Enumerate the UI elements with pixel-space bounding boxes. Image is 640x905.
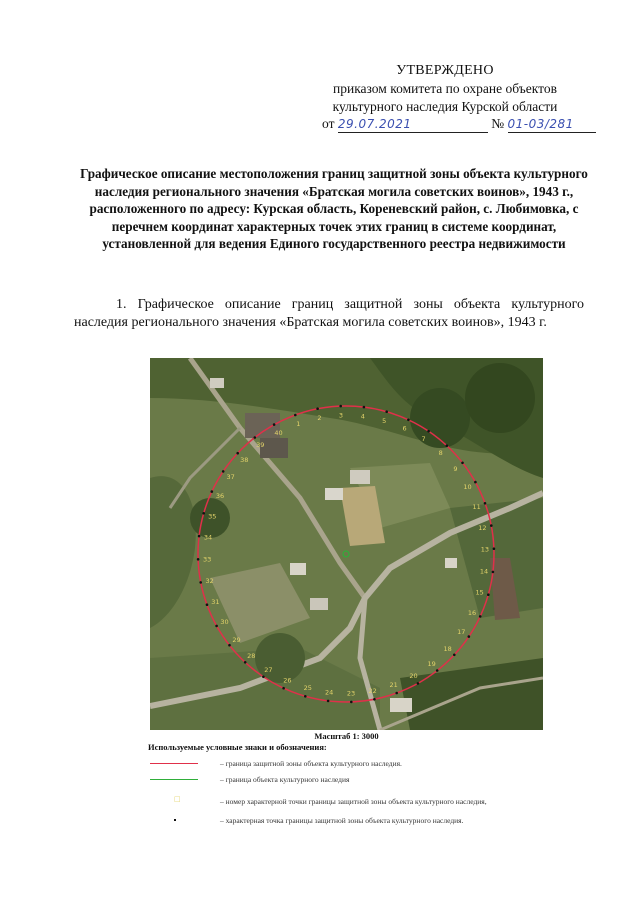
legend-item-zone-boundary bbox=[150, 757, 402, 769]
map-image bbox=[150, 358, 543, 730]
boundary-point-number: 31 bbox=[211, 598, 220, 607]
boundary-point-number: 3 bbox=[338, 411, 344, 420]
boundary-point bbox=[199, 581, 202, 584]
boundary-point-number: 5 bbox=[382, 416, 387, 425]
boundary-point bbox=[468, 635, 471, 638]
boundary-point bbox=[484, 502, 487, 505]
approval-heading: УТВЕРЖДЕНО bbox=[396, 63, 494, 78]
boundary-point-number: 17 bbox=[457, 628, 466, 637]
boundary-point bbox=[385, 410, 388, 413]
boundary-point-number: 15 bbox=[475, 588, 484, 597]
boundary-point bbox=[206, 603, 209, 606]
boundary-point-number: 25 bbox=[303, 684, 312, 693]
boundary-point-number: 36 bbox=[215, 491, 225, 500]
boundary-point-number: 30 bbox=[220, 618, 229, 626]
boundary-point bbox=[262, 676, 265, 679]
boundary-point-number: 4 bbox=[360, 412, 365, 421]
approval-line-2: культурного наследия Курской области bbox=[332, 99, 558, 114]
boundary-point-number: 39 bbox=[256, 441, 265, 449]
boundary-point bbox=[282, 687, 285, 690]
boundary-point bbox=[316, 407, 319, 410]
boundary-point-number: 6 bbox=[402, 424, 407, 433]
boundary-point-number: 1 bbox=[296, 419, 301, 428]
red-line-icon bbox=[150, 757, 198, 769]
boundary-point bbox=[211, 490, 214, 493]
boundary-point bbox=[490, 524, 493, 527]
boundary-point bbox=[304, 695, 307, 698]
boundary-point bbox=[436, 669, 439, 672]
boundary-point-number: 29 bbox=[232, 636, 241, 645]
order-date-field bbox=[338, 116, 488, 133]
boundary-point-number: 26 bbox=[283, 676, 292, 685]
boundary-point bbox=[373, 698, 376, 701]
boundary-point bbox=[273, 423, 276, 426]
boundary-point-number: 19 bbox=[427, 660, 436, 668]
boundary-point-number: 24 bbox=[325, 688, 334, 697]
approval-stamp bbox=[300, 62, 590, 116]
order-reference bbox=[322, 116, 596, 133]
boundary-point-number: 33 bbox=[202, 555, 212, 564]
legend-title: Используемые условные знаки и обозначения: bbox=[148, 742, 327, 752]
boundary-point-number: 7 bbox=[421, 435, 426, 444]
boundary-point bbox=[461, 462, 464, 465]
boundary-point-number: 16 bbox=[467, 609, 477, 618]
boundary-point bbox=[244, 661, 247, 664]
boundary-point-number: 38 bbox=[240, 455, 249, 464]
boundary-point bbox=[474, 481, 477, 484]
boundary-point bbox=[407, 419, 410, 422]
point-number-icon: □ bbox=[174, 795, 181, 803]
boundary-point bbox=[395, 692, 398, 695]
order-number-label: № bbox=[491, 116, 505, 131]
aerial-map bbox=[150, 358, 543, 730]
boundary-point-number: 28 bbox=[247, 652, 256, 661]
boundary-point bbox=[453, 654, 456, 657]
boundary-point-number: 18 bbox=[443, 645, 452, 654]
boundary-point-number: 9 bbox=[453, 464, 458, 473]
order-from-label: от bbox=[322, 116, 335, 131]
boundary-point-number: 40 bbox=[274, 429, 283, 437]
legend-text-zone-boundary: – граница защитной зоны объекта культурного наследия. bbox=[220, 758, 402, 768]
boundary-point bbox=[294, 414, 297, 417]
boundary-point bbox=[197, 558, 200, 561]
legend-item-point bbox=[150, 814, 464, 826]
boundary-point-number: 12 bbox=[478, 523, 487, 532]
order-number-field bbox=[508, 116, 596, 133]
green-line-icon bbox=[150, 773, 198, 785]
section-paragraph: 1. Графическое описание границ защитной зоны объекта культурного наследия регионального значения «Братская могила советских воинов», 1943 г. bbox=[74, 297, 584, 330]
boundary-point bbox=[363, 406, 366, 409]
boundary-point-number: 13 bbox=[480, 545, 490, 554]
boundary-point bbox=[215, 625, 218, 628]
boundary-point bbox=[339, 405, 342, 408]
boundary-point-number: 32 bbox=[205, 577, 214, 586]
legend-text-point: – характерная точка границы защитной зоны объекта культурного наследия. bbox=[220, 815, 464, 825]
order-date: 29.07.2021 bbox=[337, 117, 412, 131]
boundary-point bbox=[350, 701, 353, 704]
boundary-point-number: 10 bbox=[463, 483, 472, 491]
boundary-point-number: 20 bbox=[409, 672, 418, 680]
boundary-point-number: 2 bbox=[317, 414, 322, 423]
boundary-point-number: 27 bbox=[264, 665, 273, 674]
boundary-point-number: 14 bbox=[479, 567, 489, 576]
boundary-point bbox=[254, 436, 257, 439]
boundary-point bbox=[479, 615, 482, 618]
boundary-point bbox=[493, 547, 496, 550]
boundary-point bbox=[487, 593, 490, 596]
boundary-point-number: 23 bbox=[346, 689, 356, 698]
boundary-point bbox=[492, 571, 495, 574]
approval-line-1: приказом комитета по охране объектов bbox=[333, 81, 557, 96]
map-scale: Масштаб 1: 3000 bbox=[314, 731, 379, 741]
boundary-point-number: 8 bbox=[438, 448, 443, 457]
boundary-point bbox=[327, 700, 330, 703]
legend-item-object-boundary bbox=[150, 773, 349, 785]
boundary-point bbox=[446, 444, 449, 447]
boundary-point bbox=[202, 512, 205, 515]
order-number: 01-03/281 bbox=[507, 117, 574, 131]
boundary-point bbox=[198, 535, 201, 538]
boundary-point-number: 37 bbox=[226, 472, 235, 481]
boundary-point bbox=[417, 682, 420, 685]
boundary-point-number: 11 bbox=[472, 502, 481, 511]
boundary-point bbox=[222, 470, 225, 473]
boundary-point bbox=[427, 430, 430, 433]
boundary-point bbox=[228, 644, 231, 647]
boundary-point-number: 21 bbox=[389, 681, 398, 690]
boundary-point-number: 22 bbox=[368, 686, 377, 695]
boundary-point-number: 34 bbox=[203, 533, 213, 542]
document-title: Графическое описание местоположения границ защитной зоны объекта культурного наследия регионального значения «Братская могила советских воинов», 1943 г., расположенного по адресу: Курская область, Кореневский район, с. Любимовка, с перечнем координат характерных точек этих границ в системе координат, установленной для ведения Единого государственного реестра недвижимости bbox=[80, 166, 588, 251]
legend-text-point-number: – номер характерной точки границы защитной зоны объекта культурного наследия, bbox=[220, 796, 487, 806]
legend-item-point-number bbox=[150, 795, 487, 807]
legend-text-object-boundary: – граница объекта культурного наследия bbox=[220, 774, 350, 784]
point-dot-icon bbox=[150, 814, 198, 826]
boundary-point bbox=[236, 452, 239, 455]
boundary-point-number: 35 bbox=[208, 512, 217, 521]
